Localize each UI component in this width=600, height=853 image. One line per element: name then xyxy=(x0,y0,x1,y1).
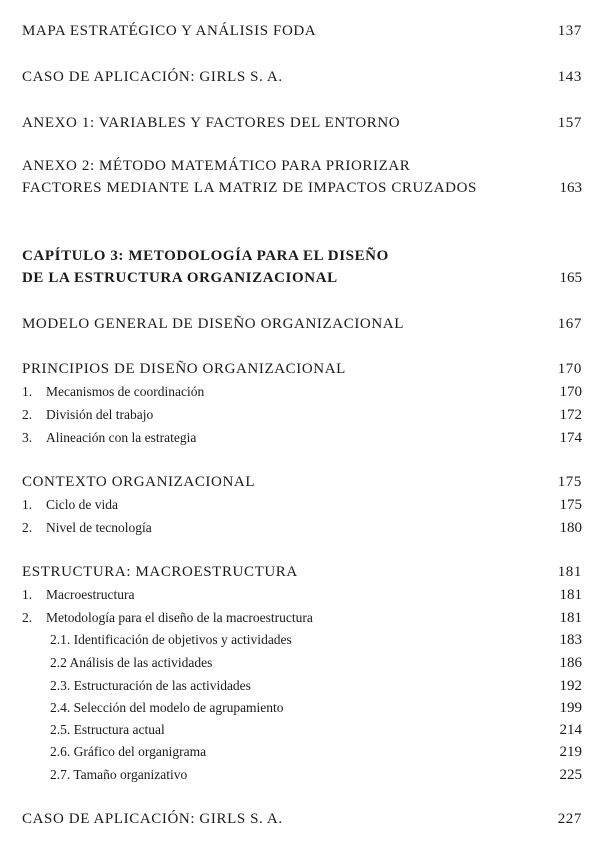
toc-subentry-label: Ciclo de vida xyxy=(46,497,118,512)
toc-subentry-index: 2. xyxy=(22,407,33,422)
toc-page-number: 172 xyxy=(559,407,582,423)
chapter-heading-line2: DE LA ESTRUCTURA ORGANIZACIONAL xyxy=(22,270,338,286)
toc-subentry xyxy=(22,428,582,448)
toc-subentry-index: 1. xyxy=(22,497,33,512)
toc-page-number: 174 xyxy=(559,430,582,446)
toc-page-number: 181 xyxy=(557,564,582,580)
chapter-page-number: 165 xyxy=(559,270,582,286)
toc-subentry-label: Alineación con la estrategia xyxy=(46,430,197,445)
toc-entry-title: ESTRUCTURA: MACROESTRUCTURA xyxy=(22,564,298,580)
toc-subentry-label: División del trabajo xyxy=(46,407,154,422)
toc-entry-title: MODELO GENERAL DE DISEÑO ORGANIZACIONAL xyxy=(22,316,404,332)
toc-entry-title: CONTEXTO ORGANIZACIONAL xyxy=(22,474,256,490)
toc-subsubentry-label: 2.1. Identificación de objetivos y actividades xyxy=(50,632,292,647)
toc-entry-principios xyxy=(22,359,582,379)
toc-page-number: 137 xyxy=(557,23,582,39)
toc-page-number: 180 xyxy=(559,520,582,536)
toc-subentry-index: 1. xyxy=(22,384,33,399)
toc-subsubentry xyxy=(50,742,582,762)
toc-subentry-label: Mecanismos de coordinación xyxy=(46,384,205,399)
toc-page-number: 199 xyxy=(559,700,582,716)
toc-entry-title-line1: ANEXO 2: MÉTODO MATEMÁTICO PARA PRIORIZAR xyxy=(22,158,411,174)
toc-entry-anexo2 xyxy=(22,155,477,199)
toc-page-number: 183 xyxy=(559,632,582,648)
toc-page-number: 186 xyxy=(559,655,582,671)
toc-subsubentry xyxy=(50,653,582,673)
toc-subentry xyxy=(22,382,582,402)
toc-page-number: 214 xyxy=(559,722,582,738)
toc-page-number: 143 xyxy=(557,69,582,85)
toc-subentry-index: 1. xyxy=(22,587,33,602)
toc-subsubentry-label: 2.4. Selección del modelo de agrupamiento xyxy=(50,700,284,715)
toc-page-number: 170 xyxy=(557,361,582,377)
toc-entry-title-line2: FACTORES MEDIANTE LA MATRIZ DE IMPACTOS CRUZADOS xyxy=(22,180,477,196)
toc-entry-estructura xyxy=(22,562,582,582)
toc-subsubentry-label: 2.6. Gráfico del organigrama xyxy=(50,744,207,759)
toc-subsubentry xyxy=(50,698,582,718)
toc-subentry-label: Macroestructura xyxy=(46,587,135,602)
toc-subentry xyxy=(22,405,582,425)
chapter-heading xyxy=(22,245,389,289)
toc-entry-contexto xyxy=(22,472,582,492)
toc-subsubentry-label: 2.5. Estructura actual xyxy=(50,722,165,737)
toc-page-number: 181 xyxy=(559,610,582,626)
toc-subentry-index: 2. xyxy=(22,610,33,625)
toc-page-number: 170 xyxy=(559,384,582,400)
toc-subentry-index: 3. xyxy=(22,430,33,445)
toc-entry-mapa xyxy=(22,21,582,41)
toc-subsubentry xyxy=(50,630,582,650)
toc-subsubentry-label: 2.2 Análisis de las actividades xyxy=(50,655,213,670)
toc-subentry xyxy=(22,495,582,515)
toc-page-number: 163 xyxy=(559,180,582,196)
chapter-heading-line1: CAPÍTULO 3: METODOLOGÍA PARA EL DISEÑO xyxy=(22,248,389,264)
toc-subsubentry xyxy=(50,720,582,740)
toc-entry-caso2 xyxy=(22,809,582,829)
toc-entry-caso1 xyxy=(22,67,582,87)
toc-entry-title: ANEXO 1: VARIABLES Y FACTORES DEL ENTORNO xyxy=(22,115,401,131)
toc-page-number: 175 xyxy=(559,497,582,513)
toc-entry-title: CASO DE APLICACIÓN: GIRLS S. A. xyxy=(22,69,283,85)
toc-subsubentry-label: 2.7. Tamaño organizativo xyxy=(50,767,188,782)
toc-subentry-label: Metodología para el diseño de la macroestructura xyxy=(46,610,313,625)
toc-page-number: 225 xyxy=(559,767,582,783)
toc-entry-modelo xyxy=(22,314,582,334)
toc-page-number: 167 xyxy=(557,316,582,332)
toc-page-number: 227 xyxy=(557,811,582,827)
toc-page-number: 175 xyxy=(557,474,582,490)
toc-subentry xyxy=(22,518,582,538)
toc-subsubentry xyxy=(50,765,582,785)
toc-subsubentry xyxy=(50,676,582,696)
toc-entry-anexo1 xyxy=(22,113,582,133)
toc-subentry-index: 2. xyxy=(22,520,33,535)
toc-entry-title: MAPA ESTRATÉGICO Y ANÁLISIS FODA xyxy=(22,23,317,39)
toc-page-number: 157 xyxy=(557,115,582,131)
toc-entry-title: PRINCIPIOS DE DISEÑO ORGANIZACIONAL xyxy=(22,361,346,377)
toc-page-number: 181 xyxy=(559,587,582,603)
toc-page-number: 192 xyxy=(559,678,582,694)
toc-page-number: 219 xyxy=(559,744,582,760)
toc-entry-title: CASO DE APLICACIÓN: GIRLS S. A. xyxy=(22,811,283,827)
toc-subentry xyxy=(22,608,582,628)
toc-subentry xyxy=(22,585,582,605)
toc-subentry-label: Nivel de tecnología xyxy=(46,520,152,535)
toc-subsubentry-label: 2.3. Estructuración de las actividades xyxy=(50,678,251,693)
